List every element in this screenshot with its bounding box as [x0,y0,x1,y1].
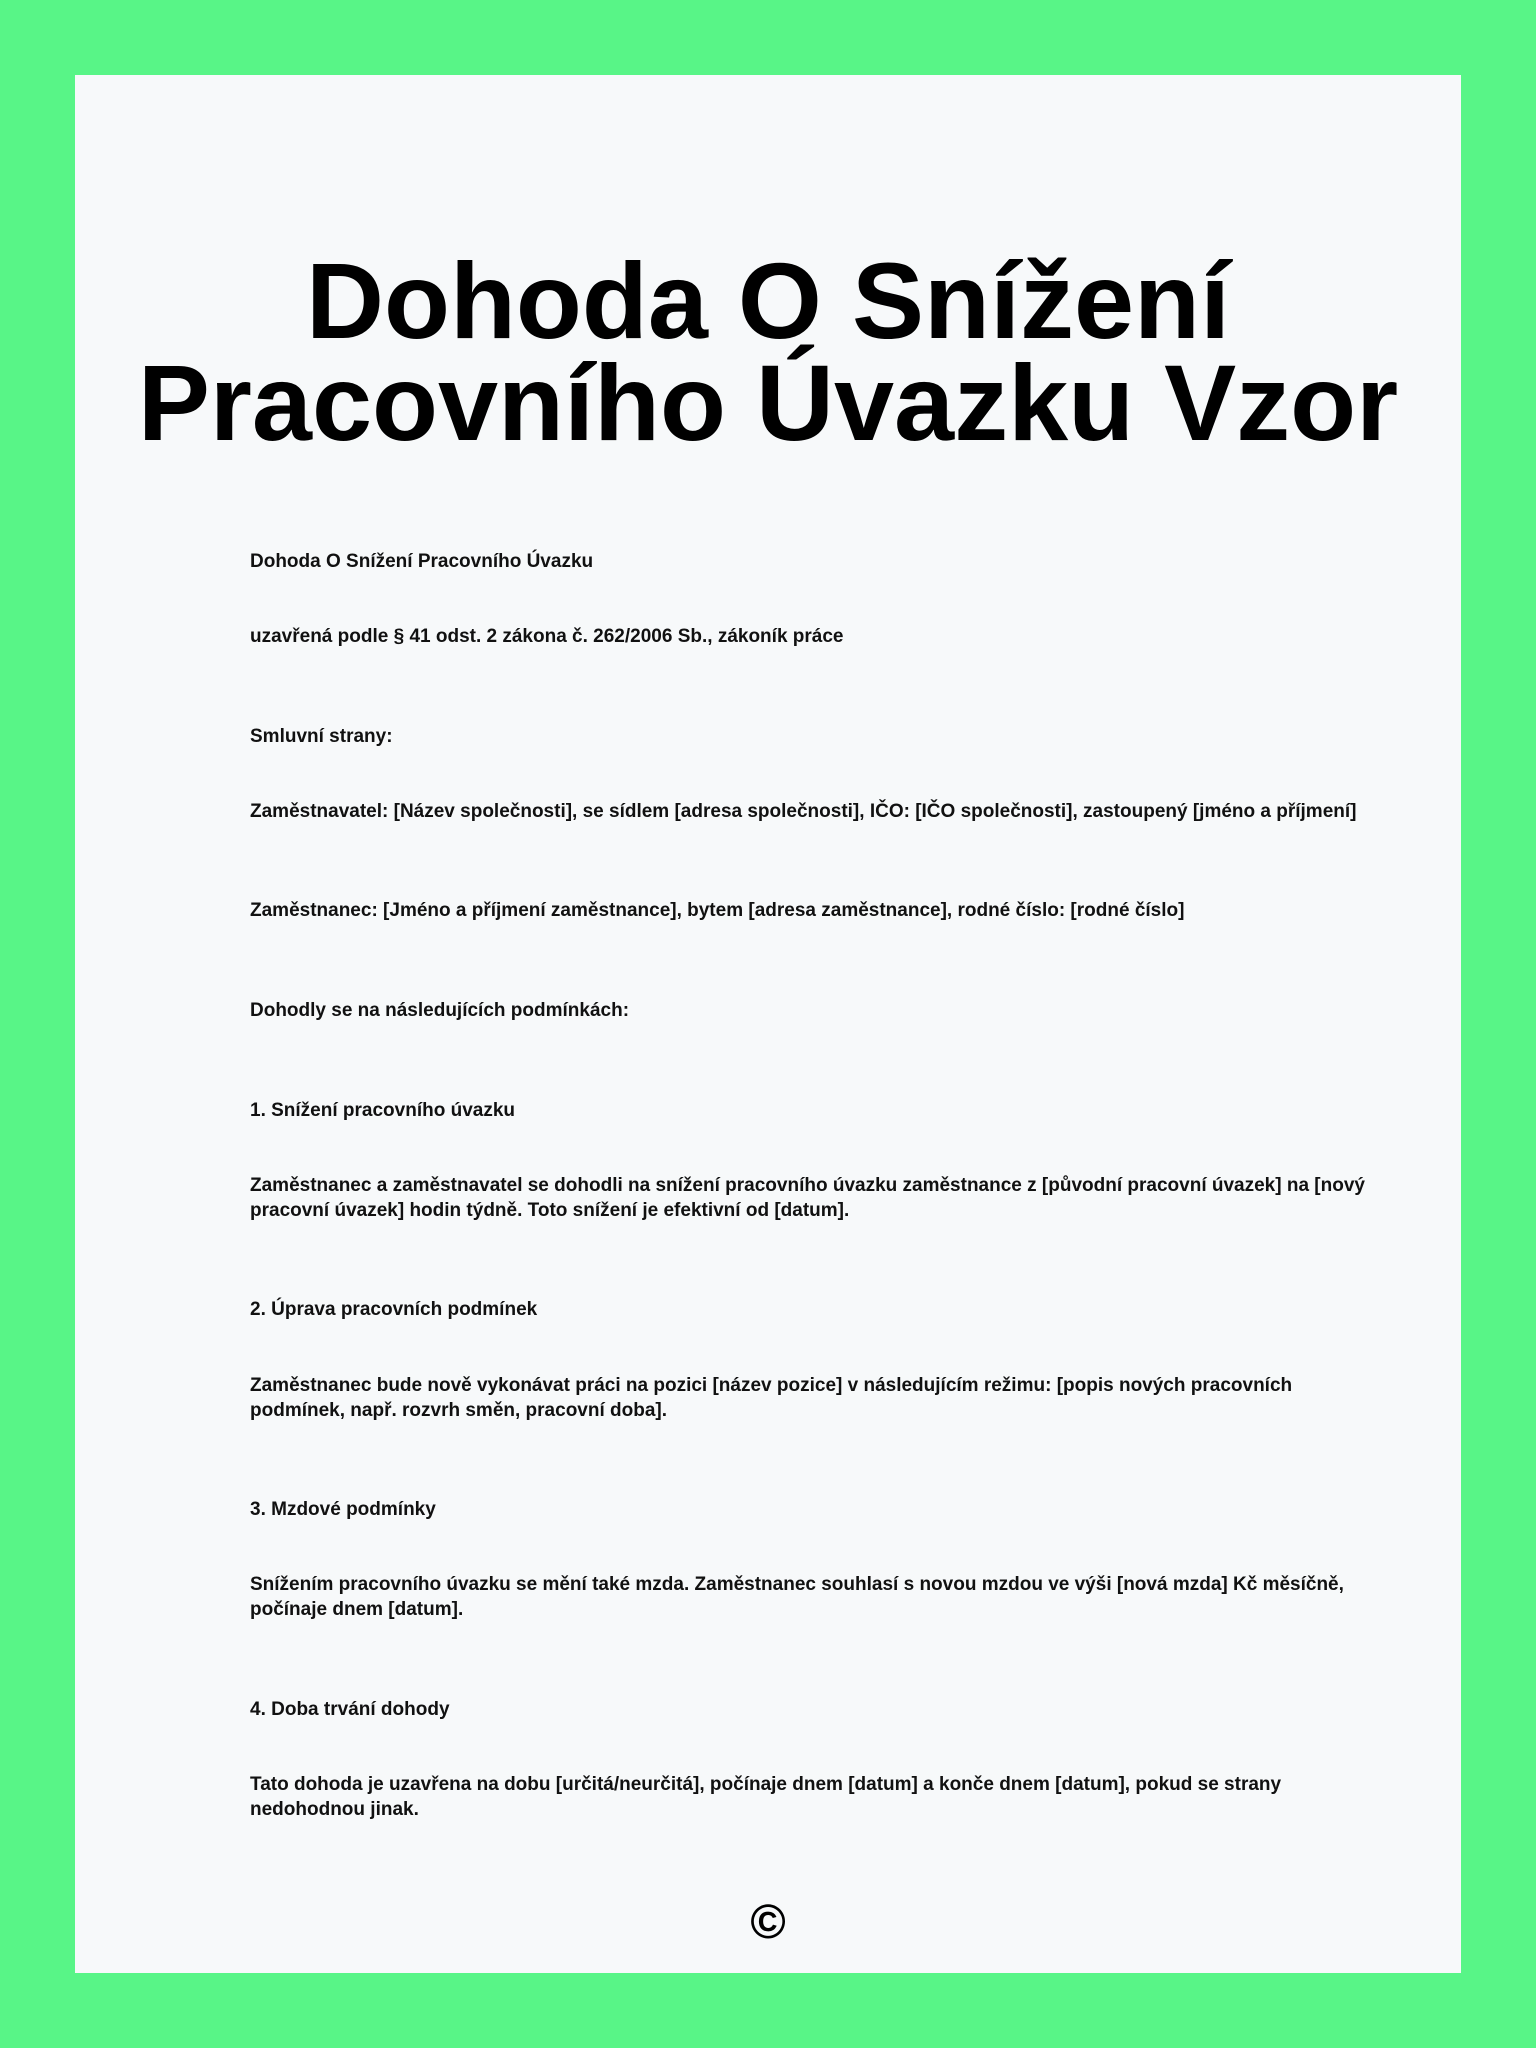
title-line-1: Dohoda O Snížení [305,240,1230,361]
legal-basis: uzavřená podle § 41 odst. 2 zákona č. 262/2006 Sb., zákoník práce [250,626,844,647]
section-1-text: Zaměstnanec a zaměstnavatel se dohodli na snížení pracovního úvazku zaměstnance z [původní pracovní úvazek] na [nový pracovní úvazek] hodin týdně. Toto snížení je efektivní od [datum]. [250,1175,1365,1221]
employee-paragraph: Zaměstnanec: [Jméno a příjmení zaměstnance], bytem [adresa zaměstnance], rodné číslo: [rodné číslo] [250,900,1185,921]
employer-paragraph: Zaměstnavatel: [Název společnosti], se sídlem [adresa společnosti], IČO: [IČO společnosti], zastoupený [jméno a příjmení] [250,801,1357,822]
section-1-heading: 1. Snížení pracovního úvazku [250,1100,516,1121]
parties-heading: Smluvní strany: [250,726,393,747]
conditions-heading: Dohodly se na následujících podmínkách: [250,1000,630,1021]
copyright-icon: © [750,1896,786,1949]
section-2-heading: 2. Úprava pracovních podmínek [250,1299,538,1320]
section-2-text: Zaměstnanec bude nově vykonávat práci na pozici [název pozice] v následujícím režimu: [popis nových pracovních podmínek, např. rozvrh směn, pracovní doba]. [250,1375,1293,1421]
section-4-text: Tato dohoda je uzavřena na dobu [určitá/neurčitá], počínaje dnem [datum] a konče dnem [datum], pokud se strany nedohodnou jinak. [250,1774,1282,1820]
section-4-heading: 4. Doba trvání dohody [250,1699,450,1720]
section-3-heading: 3. Mzdové podmínky [250,1499,436,1520]
document-title [75,240,1461,463]
title-line-2: Pracovního Úvazku Vzor [137,342,1399,463]
document-page [75,75,1461,1973]
section-3-text: Snížením pracovního úvazku se mění také mzda. Zaměstnanec souhlasí s novou mzdou ve výši [nová mzda] Kč měsíčně, počínaje dnem [datum]. [250,1574,1344,1620]
heading-agreement: Dohoda O Snížení Pracovního Úvazku [250,551,594,572]
